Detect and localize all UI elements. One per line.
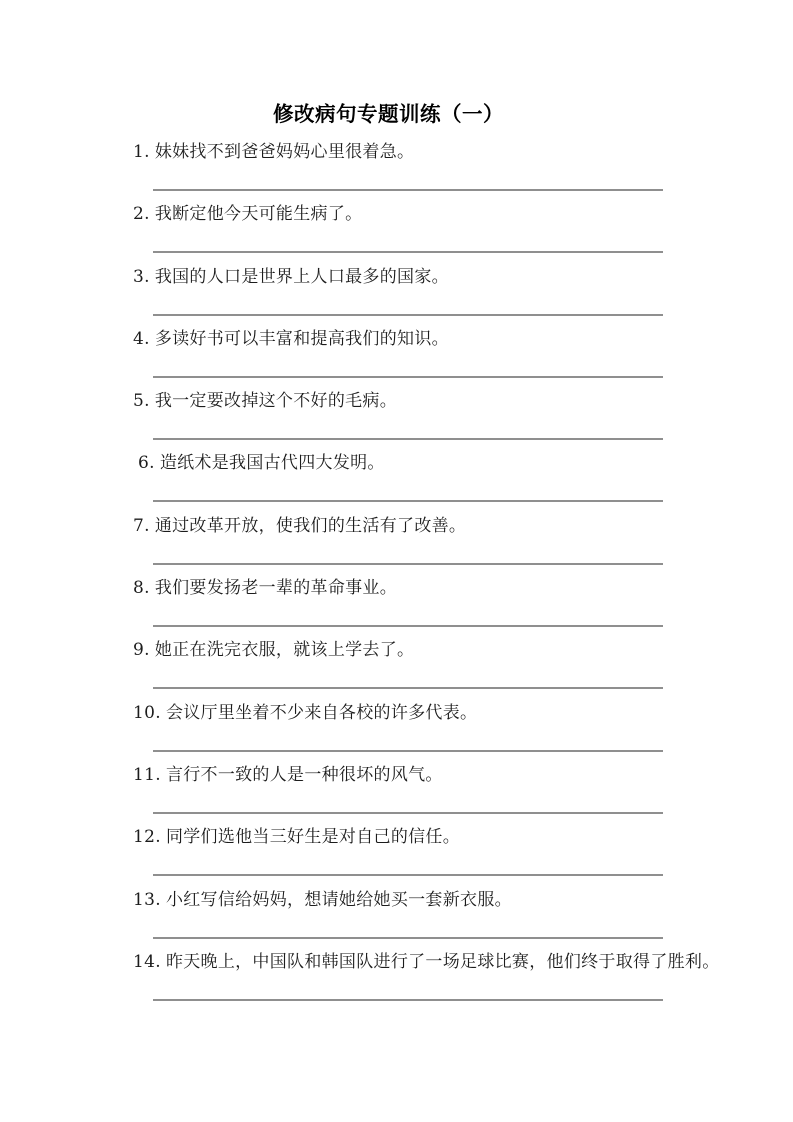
- question-sentence: [133, 702, 753, 724]
- question-item: [133, 390, 753, 452]
- question-number: 14.: [133, 951, 161, 972]
- page-title: 修改病句专题训练（一）: [273, 102, 504, 126]
- question-number: 4.: [133, 328, 150, 349]
- answer-line: [153, 500, 663, 502]
- question-number: 10.: [133, 702, 161, 723]
- question-text: 妹妹找不到爸爸妈妈心里很着急。: [154, 142, 415, 162]
- question-number: 8.: [133, 578, 150, 599]
- question-sentence: [133, 951, 753, 973]
- question-item: [133, 452, 753, 514]
- question-text: 多读好书可以丰富和提高我们的知识。: [154, 328, 449, 349]
- answer-line: [153, 625, 663, 627]
- question-item: [133, 889, 753, 951]
- question-item: [133, 328, 753, 390]
- question-text: 我一定要改掉这个不好的毛病。: [154, 391, 398, 412]
- question-text: 我国的人口是世界上人口最多的国家。: [154, 266, 449, 287]
- question-item: [133, 639, 753, 701]
- answer-line: [153, 687, 663, 689]
- answer-line: [153, 812, 663, 814]
- question-sentence: [133, 328, 753, 350]
- question-number: 6.: [138, 453, 155, 474]
- question-text: 我断定他今天可能生病了。: [154, 204, 363, 225]
- question-list: [133, 141, 753, 1013]
- question-sentence: [133, 826, 753, 848]
- question-text: 造纸术是我国古代四大发明。: [159, 453, 385, 474]
- question-sentence: [133, 577, 753, 599]
- question-number: 5.: [133, 391, 150, 412]
- question-item: [133, 951, 753, 1013]
- answer-line: [153, 563, 663, 565]
- question-sentence: [133, 390, 753, 412]
- question-text: 我们要发扬老一辈的革命事业。: [154, 578, 398, 599]
- question-number: 13.: [133, 889, 161, 910]
- question-text: 通过改革开放，使我们的生活有了改善。: [154, 515, 467, 536]
- question-number: 3.: [133, 266, 150, 287]
- question-item: [133, 702, 753, 764]
- question-text: 会议厅里坐着不少来自各校的许多代表。: [165, 702, 478, 723]
- answer-line: [153, 750, 663, 752]
- answer-line: [153, 189, 663, 191]
- question-sentence: [133, 452, 753, 474]
- answer-line: [153, 937, 663, 939]
- answer-line: [153, 314, 663, 316]
- question-number: 11.: [133, 764, 161, 785]
- question-number: 1.: [133, 142, 150, 162]
- question-sentence: [133, 141, 753, 163]
- question-text: 言行不一致的人是一种很坏的风气。: [165, 764, 443, 785]
- question-sentence: [133, 639, 753, 661]
- answer-line: [153, 251, 663, 253]
- question-item: [133, 577, 753, 639]
- question-sentence: [133, 764, 753, 786]
- question-sentence: [133, 889, 753, 911]
- question-number: 12.: [133, 827, 161, 848]
- question-number: 9.: [133, 640, 150, 661]
- question-item: [133, 141, 753, 203]
- question-item: [133, 266, 753, 328]
- question-text: 小红写信给妈妈，想请她给她买一套新衣服。: [165, 889, 512, 910]
- question-sentence: [133, 515, 753, 537]
- question-text: 同学们选他当三好生是对自己的信任。: [165, 827, 461, 848]
- question-item: [133, 764, 753, 826]
- question-item: [133, 515, 753, 577]
- question-item: [133, 203, 753, 265]
- answer-line: [153, 376, 663, 378]
- answer-line: [153, 999, 663, 1001]
- answer-line: [153, 874, 663, 876]
- question-sentence: [133, 203, 753, 225]
- question-item: [133, 826, 753, 888]
- question-number: 7.: [133, 515, 150, 536]
- answer-line: [153, 438, 663, 440]
- question-text: 她正在洗完衣服，就该上学去了。: [154, 640, 415, 661]
- question-sentence: [133, 266, 753, 288]
- question-number: 2.: [133, 204, 150, 225]
- question-text: 昨天晚上，中国队和韩国队进行了一场足球比赛，他们终于取得了胜利。: [165, 951, 720, 972]
